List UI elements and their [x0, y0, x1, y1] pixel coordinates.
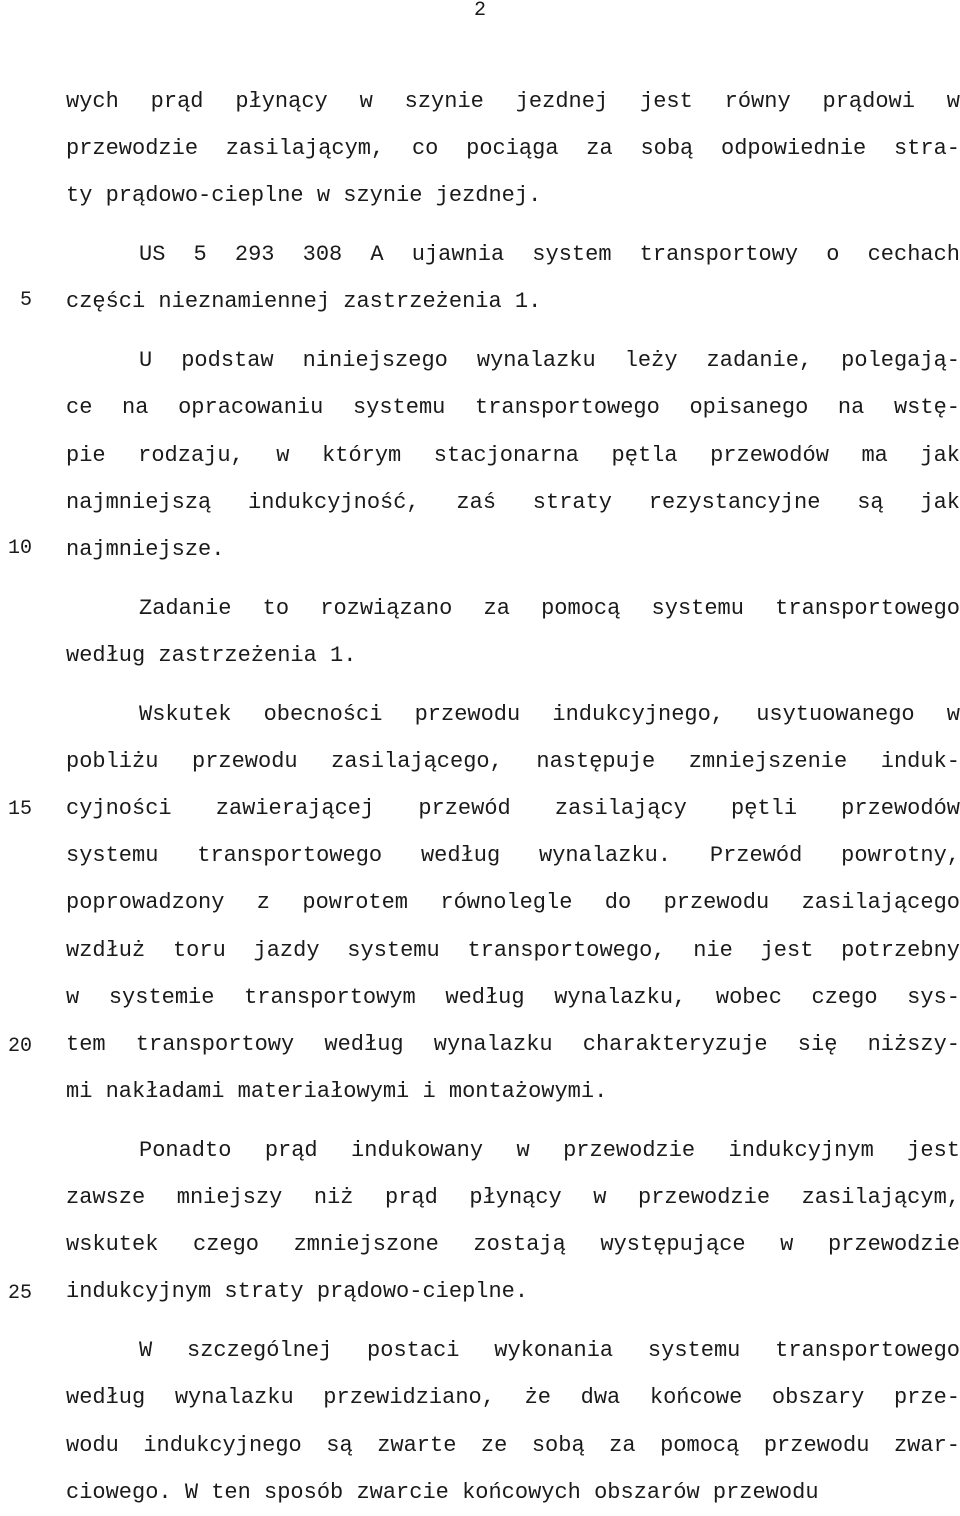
- text-line: mi nakładami materiałowymi i montażowymi.: [66, 1079, 608, 1105]
- line-number-15: 15: [7, 798, 32, 821]
- line-number-20: 20: [7, 1035, 32, 1058]
- text-line: cyjności zawierającej przewód zasilający pętli przewodów: [66, 796, 960, 821]
- text-line: US 5 293 308 A ujawnia system transportowy o cechach: [139, 242, 960, 268]
- line-number-25: 25: [7, 1282, 32, 1305]
- text-line: ce na opracowaniu systemu transportowego opisanego na wstę-: [66, 395, 960, 421]
- paragraph-gap: [66, 220, 960, 232]
- text-line: indukcyjnym straty prądowo-cieplne.: [66, 1279, 529, 1305]
- text-line: poprowadzony z powrotem równolegle do przewodu zasilającego: [66, 890, 960, 916]
- text-line: w systemie transportowym według wynalazku, wobec czego sys-: [66, 984, 960, 1010]
- text-line: najmniejszą indukcyjność, zaś straty rezystancyjne są jak: [66, 489, 960, 515]
- text-line: według wynalazku przewidziano, że dwa końcowe obszary prze-: [66, 1385, 960, 1411]
- text-line: ciowego. W ten sposób zwarcie końcowych obszarów przewodu: [66, 1479, 819, 1505]
- paragraph: [66, 231, 960, 325]
- paragraph: [66, 1327, 960, 1516]
- paragraph-gap: [66, 573, 960, 585]
- page-number: 2: [473, 0, 486, 22]
- paragraph: [66, 1127, 960, 1316]
- paragraph: [66, 691, 960, 1116]
- text-line: U podstaw niniejszego wynalazku leży zadanie, polegają-: [139, 348, 960, 374]
- text-line: przewodzie zasilającym, co pociąga za sobą odpowiednie stra-: [66, 136, 960, 162]
- text-line: zawsze mniejszy niż prąd płynący w przewodzie zasilającym,: [66, 1185, 960, 1211]
- text-line: według zastrzeżenia 1.: [66, 642, 357, 668]
- paragraph-gap: [66, 679, 960, 691]
- text-line: wzdłuż toru jazdy systemu transportowego, nie jest potrzebny: [66, 937, 960, 963]
- text-line: systemu transportowego według wynalazku. Przewód powrotny,: [66, 843, 960, 869]
- text-line: ty prądowo-cieplne w szynie jezdnej.: [66, 183, 542, 209]
- text-line: wskutek czego zmniejszone zostają występujące w przewodzie: [66, 1232, 960, 1258]
- line-number-10: 10: [7, 537, 32, 560]
- text-line: wodu indukcyjnego są zwarte ze sobą za pomocą przewodu zwar-: [66, 1432, 960, 1458]
- text-line: W szczególnej postaci wykonania systemu transportowego: [139, 1338, 960, 1364]
- line-number-5: 5: [19, 289, 32, 312]
- text-line: Ponadto prąd indukowany w przewodzie indukcyjnym jest: [139, 1137, 960, 1163]
- paragraph: [66, 78, 960, 220]
- text-line: Wskutek obecności przewodu indukcyjnego, usytuowanego w: [139, 701, 960, 727]
- paragraph: [66, 337, 960, 573]
- text-line: najmniejsze.: [66, 536, 225, 562]
- text-line: Zadanie to rozwiązano za pomocą systemu transportowego: [139, 595, 960, 621]
- paragraph: [66, 585, 960, 679]
- document-body: [66, 78, 960, 1516]
- text-line: pie rodzaju, w którym stacjonarna pętla przewodów ma jak: [66, 442, 960, 468]
- paragraph-gap: [66, 326, 960, 338]
- paragraph-gap: [66, 1316, 960, 1328]
- text-line: części nieznamiennej zastrzeżenia 1.: [66, 289, 542, 315]
- text-line: pobliżu przewodu zasilającego, następuje zmniejszenie induk-: [66, 748, 960, 774]
- text-line: tem transportowy według wynalazku charakteryzuje się niższy-: [66, 1031, 960, 1057]
- text-line: wych prąd płynący w szynie jezdnej jest równy prądowi w: [66, 89, 960, 114]
- paragraph-gap: [66, 1115, 960, 1127]
